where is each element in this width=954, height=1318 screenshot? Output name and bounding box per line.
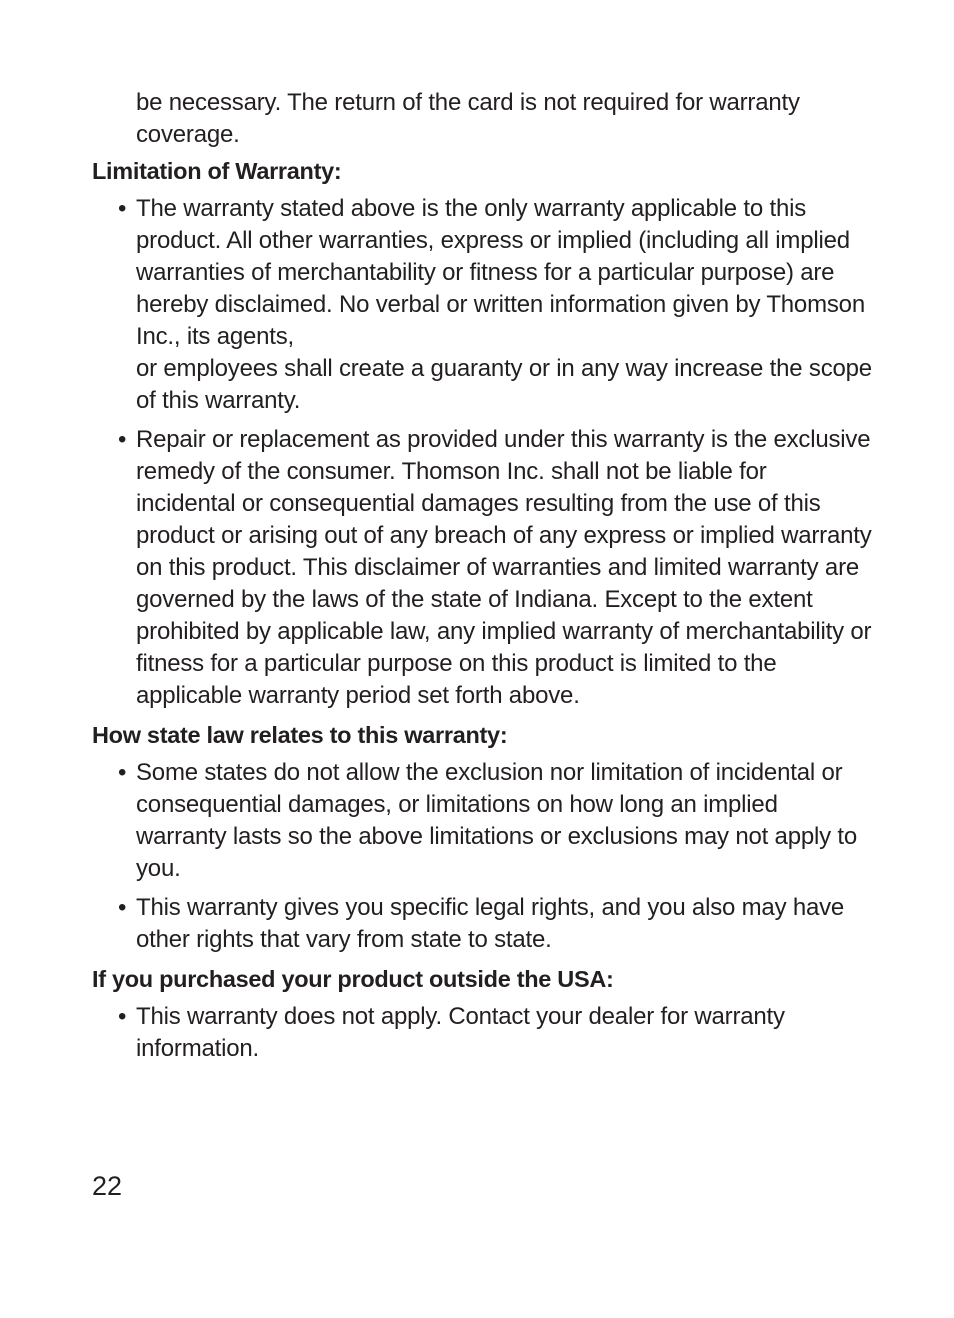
bullet-icon: • (118, 426, 127, 453)
list-item (118, 1001, 872, 1065)
bullet-text: The warranty stated above is the only warranty applicable to this product. All other warranties, express or implied (including all implied warranties of merchantability or fitness for a particular purpose) are hereby disclaimed. No verbal or written information given by Thomson Inc., its agents, (136, 195, 865, 350)
section-heading-state-law: How state law relates to this warranty: (92, 722, 508, 748)
page-content (92, 87, 872, 1072)
list-item (118, 424, 872, 712)
list-item (118, 193, 872, 417)
list-item (118, 757, 872, 885)
bullet-icon: • (118, 1003, 127, 1030)
bullet-text: Some states do not allow the exclusion nor limitation of incidental or consequential damages, or limitations on how long an implied warranty lasts so the above limitations or exclusions may not apply to you. (136, 759, 858, 882)
bullet-text: This warranty gives you specific legal rights, and you also may have other rights that vary from state to state. (136, 894, 845, 953)
section-heading-outside-usa: If you purchased your product outside the USA: (92, 966, 614, 992)
list-item (118, 892, 872, 956)
bullet-text: This warranty does not apply. Contact your dealer for warranty information. (136, 1003, 785, 1062)
bullet-continuation: or employees shall create a guaranty or in any way increase the scope of this warranty. (136, 355, 872, 414)
bullet-text: Repair or replacement as provided under this warranty is the exclusive remedy of the consumer. Thomson Inc. shall not be liable for incidental or consequential damages resulting from the use of this product or arising out of any breach of any express or implied warranty on this product. This disclaimer of warranties and limited warranty are governed by the laws of the state of Indiana. Except to the extent prohibited by applicable law, any implied warranty of merchantability or fitness for a particular purpose on this product is limited to the applicable warranty period set forth above. (136, 426, 872, 709)
section-heading-limitation: Limitation of Warranty: (92, 158, 342, 184)
bullet-icon: • (118, 195, 127, 222)
bullet-icon: • (118, 894, 127, 921)
bullet-icon: • (118, 759, 127, 786)
page-number: 22 (92, 1171, 123, 1201)
intro-paragraph: be necessary. The return of the card is not required for warranty coverage. (136, 89, 800, 148)
